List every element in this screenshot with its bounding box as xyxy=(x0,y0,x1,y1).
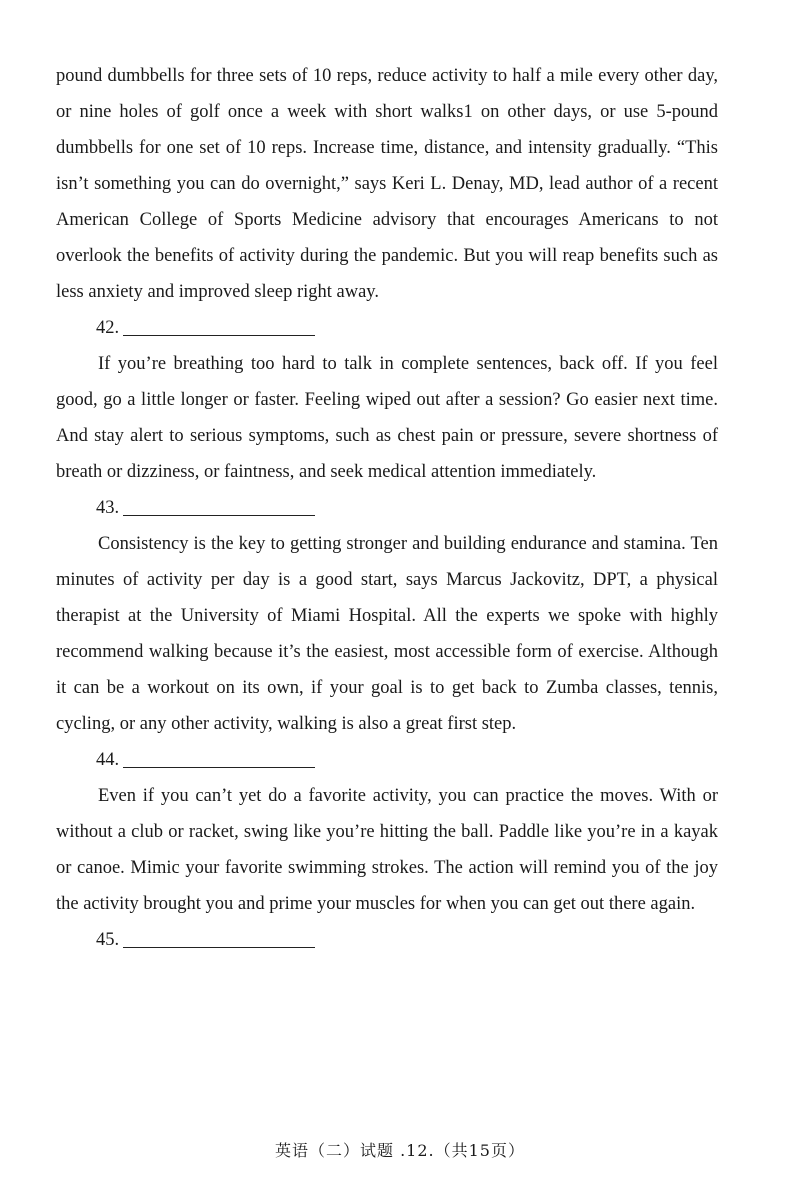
paragraph-breathing: If you’re breathing too hard to talk in complete sentences, back off. If you feel good, go a little longer or faster. Feeling wiped out after a session? Go easier next time. And stay alert to serious symptoms, such as chest pain or pressure, severe shortness of breath or dizziness, or faintness, and seek medical attention immediately. xyxy=(56,354,718,482)
paragraph-continued: pound dumbbells for three sets of 10 reps, reduce activity to half a mile every other day, or nine holes of golf once a week with short walks1 on other days, or use 5-pound dumbbells for one set of 10 reps. Increase time, distance, and intensity gradually. “This isn’t something you can do overnight,” says Keri L. Denay, MD, lead author of a recent American College of Sports Medicine advisory that encourages Americans to not overlook the benefits of activity during the pandemic. But you will reap benefits such as less anxiety and improved sleep right away. xyxy=(56,66,718,302)
page-footer: 英语（二）试题 .12.（共15页） xyxy=(275,1141,525,1160)
answer-blank-42 xyxy=(56,310,718,346)
answer-underline xyxy=(123,515,315,516)
answer-underline xyxy=(123,947,315,948)
paragraph-consistency: Consistency is the key to getting stronger and building endurance and stamina. Ten minutes of activity per day is a good start, says Marcus Jackovitz, DPT, a physical therapist at the University of Miami Hospital. All the experts we spoke with highly recommend walking because it’s the easiest, most accessible form of exercise. Although it can be a workout on its own, if your goal is to get back to Zumba classes, tennis, cycling, or any other activity, walking is also a great first step. xyxy=(56,534,718,734)
question-number-44: 44. xyxy=(96,750,120,770)
question-number-43: 43. xyxy=(96,498,120,518)
answer-underline xyxy=(123,767,315,768)
answer-underline xyxy=(123,335,315,336)
question-number-45: 45. xyxy=(96,930,120,950)
answer-blank-45 xyxy=(56,922,718,958)
question-number-42: 42. xyxy=(96,318,120,338)
answer-blank-43 xyxy=(56,490,718,526)
paragraph-practice-moves: Even if you can’t yet do a favorite activity, you can practice the moves. With or without a club or racket, swing like you’re hitting the ball. Paddle like you’re in a kayak or canoe. Mimic your favorite swimming strokes. The action will remind you of the joy the activity brought you and prime your muscles for when you can get out there again. xyxy=(56,786,718,914)
document-body xyxy=(56,58,718,958)
answer-blank-44 xyxy=(56,742,718,778)
